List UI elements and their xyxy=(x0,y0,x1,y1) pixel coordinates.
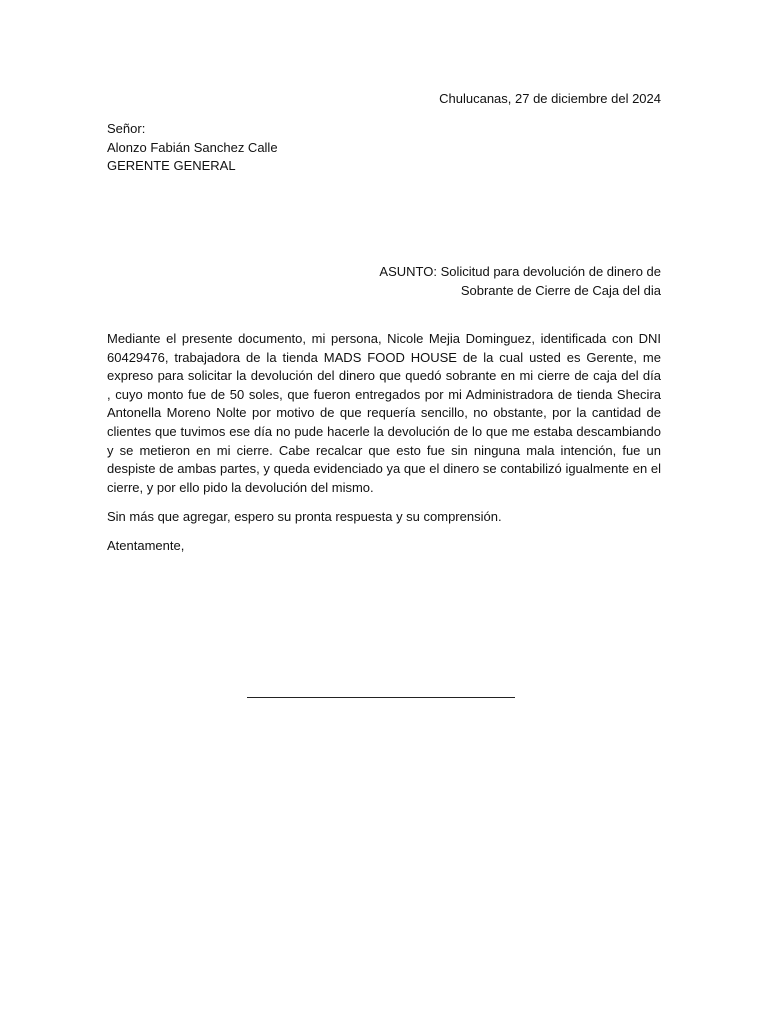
signature-line xyxy=(247,697,515,698)
recipient-salutation: Señor: xyxy=(107,121,146,136)
closing-text: Atentamente, xyxy=(107,537,185,553)
subject-block xyxy=(379,263,661,300)
subject-line-1: ASUNTO: Solicitud para devolución de dinero de xyxy=(379,264,661,279)
letter-body xyxy=(107,330,701,556)
subject-line-2: Sobrante de Cierre de Caja del dia xyxy=(460,282,661,298)
body-paragraph-2: Sin más que agregar, espero su pronta respuesta y su comprensión. xyxy=(107,508,502,524)
body-paragraph-1: Mediante el presente documento, mi persona, Nicole Mejia Dominguez, identificada con DNI 60429476, trabajadora de la tienda MADS FOOD HOUSE de la cual usted es Gerente, me expreso para solicitar la devolución del dinero que quedó sobrante en mi cierre de caja del día , cuyo monto fue de 50 soles, que fueron entregados por mi Administradora de tienda Shecira Antonella Moreno Nolte por motivo de que requería sencillo, no obstante, por la cantidad de clientes que tuvimos ese día no pude hacerle la devolución de lo que me estaba descambiando y se metieron en mi cierre. Cabe recalcar que esto fue sin ninguna mala intención, fue un despiste de ambas partes, y queda evidenciado ya que el dinero se contabilizó igualmente en el cierre, y por ello pido la devolución del mismo. xyxy=(107,331,701,495)
recipient-position: GERENTE GENERAL xyxy=(107,158,236,174)
recipient-block xyxy=(107,120,278,176)
recipient-name: Alonzo Fabián Sanchez Calle xyxy=(107,139,278,155)
place-date: Chulucanas, 27 de diciembre del 2024 xyxy=(439,91,661,106)
